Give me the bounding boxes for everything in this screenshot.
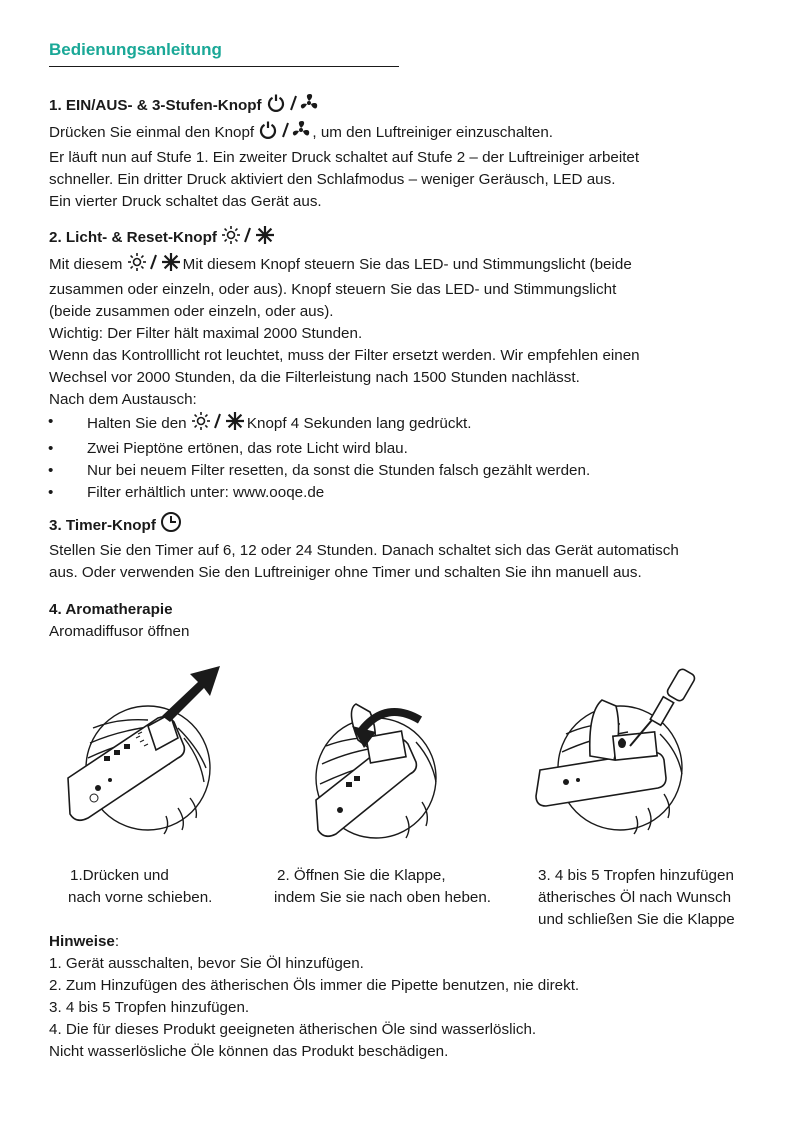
section-power: 1. EIN/AUS- & 3-Stufen-Knopf Drücken Sie einmal den Knopf , um den Luftreiniger einzuschalten. Er läuft nun auf Stufe 1. Ein zweiter Druck schaltet auf Stufe 2 – der Luftreiniger arbeitet schneller. Ein dritter Druck aktiviert den Schlafmodus – weniger Geräusch, LED aus. Ein vierter Druck schaltet das Gerät aus. <box>49 93 769 213</box>
illustration-step-3 <box>532 660 712 855</box>
section-aroma-heading: 4. Aromatherapie <box>49 601 173 618</box>
section-aroma-subheading: Aromadiffusor öffnen <box>49 623 190 640</box>
caption-step-1: 1.Drücken und nach vorne schieben. <box>68 867 213 906</box>
caption-step-3: 3. 4 bis 5 Tropfen hinzufügen ätherisches Öl nach Wunsch und schließen Sie die Klappe <box>538 867 735 928</box>
sun-snowflake-icon <box>127 252 183 279</box>
section-aroma <box>49 599 769 643</box>
notes-heading: Hinweise <box>49 933 115 950</box>
illustration-step-2 <box>296 690 456 865</box>
sun-snowflake-icon <box>191 411 247 438</box>
list-item: • Nur bei neuem Filter resetten, da sonst die Stunden falsch gezählt werden. <box>48 462 591 479</box>
title-underline <box>49 66 399 67</box>
section-light-reset: 2. Licht- & Reset-Knopf Mit diesem Mit diesem Knopf steuern Sie das LED- und Stimmungslicht (beide zusammen oder einzeln, oder aus). Knopf steuern Sie das LED- und Stimmungslicht (beide zusammen oder einzeln, oder aus). Wichtig: Der Filter hält maximal 2000 Stunden. Wenn das Kontrolllicht rot leuchtet, muss der Filter ersetzt werden. Wir empfehlen einen Wechsel vor 2000 Stunden, da die Filterleistung nach 1500 Stunden nachlässt. Nach dem Austausch: • Halten Sie den Knopf 4 Sekunden lang gedrückt. • Zwei Pieptöne ertönen, das rote Licht wird blau. • Nur bei neuem Filter resetten, da sonst die Stunden falsch gezählt werden. • Filter erhältlich unter: www.ooqe.de <box>49 225 769 504</box>
caption-step-2: 2. Öffnen Sie die Klappe, indem Sie sie nach oben heben. <box>274 867 492 906</box>
power-fan-icon <box>258 120 312 147</box>
section-timer-heading: 3. Timer-Knopf <box>49 517 156 534</box>
power-fan-icon <box>266 93 320 120</box>
list-item: • Zwei Pieptöne ertönen, das rote Licht wird blau. <box>48 440 408 457</box>
page-title: Bedienungsanleitung <box>49 40 222 59</box>
reset-steps-list <box>49 411 769 504</box>
illustration-step-1 <box>58 658 228 853</box>
sun-snowflake-icon <box>221 225 277 252</box>
section-light-heading: 2. Licht- & Reset-Knopf <box>49 229 217 246</box>
clock-icon <box>160 511 182 540</box>
list-item: • Halten Sie den Knopf 4 Sekunden lang gedrückt. <box>49 411 769 438</box>
list-item: • Filter erhältlich unter: www.ooqe.de <box>48 484 325 501</box>
section-power-heading: 1. EIN/AUS- & 3-Stufen-Knopf <box>49 97 262 114</box>
notes-section: Hinweise: 1. Gerät ausschalten, bevor Sie Öl hinzufügen. 2. Zum Hinzufügen des ätherischen Öls immer die Pipette benutzen, nie direkt. 3. 4 bis 5 Tropfen hinzufügen. 4. Die für dieses Produkt geeigneten ätherischen Öle sind wasserlöslich. Nicht wasserlösliche Öle können das Produkt beschädigen. <box>49 933 580 1060</box>
section-timer: 3. Timer-Knopf Stellen Sie den Timer auf 6, 12 oder 24 Stunden. Danach schaltet sich das Gerät automatisch aus. Oder verwenden Sie den Luftreiniger ohne Timer und schalten Sie ihn manuell aus. <box>49 511 769 584</box>
